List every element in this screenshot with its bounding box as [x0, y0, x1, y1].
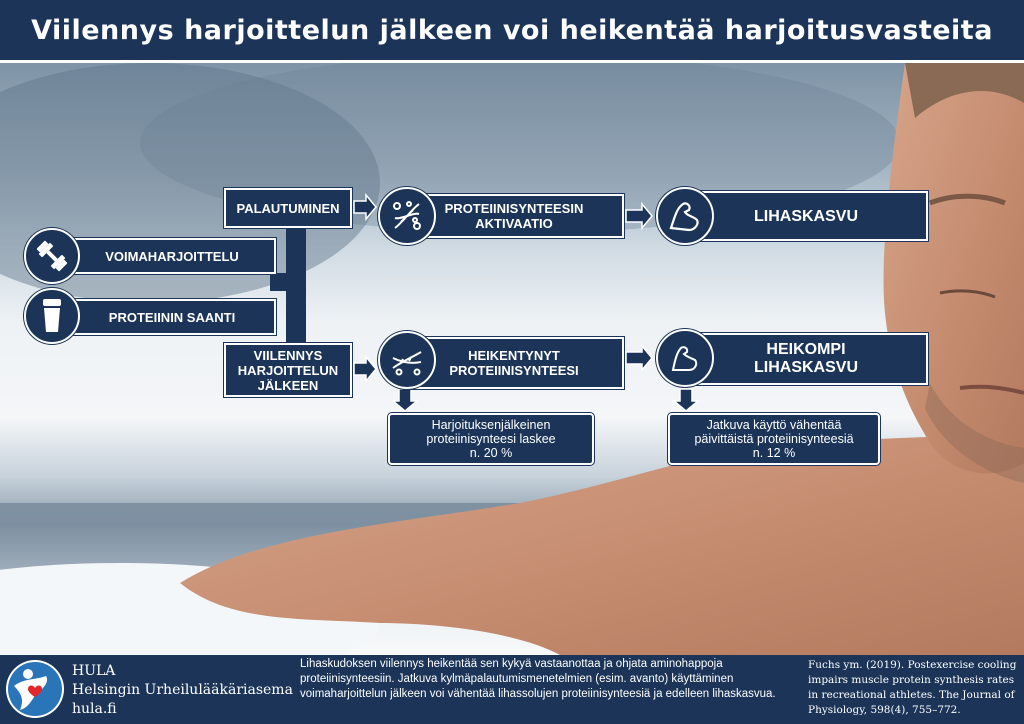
arm-outline-icon	[656, 329, 714, 387]
arrow-down-left	[393, 389, 417, 411]
arrow-impaired-to-weaker	[626, 346, 652, 370]
brand-short: HULA	[72, 663, 116, 679]
hula-logo	[6, 660, 64, 718]
recovery-box: PALAUTUMINEN	[224, 188, 352, 228]
cooling-box: VIILENNYS HARJOITTELUN JÄLKEEN	[224, 343, 352, 397]
dna-molecule-icon	[378, 187, 436, 245]
note-synthesis-drop: Harjoituksenjälkeinen proteiinisynteesi laskee n. 20 %	[388, 413, 594, 465]
page-title: Viilennys harjoittelun jälkeen voi heikentää harjoitusvasteita	[31, 14, 993, 46]
arrow-cooling-to-impaired	[354, 357, 376, 381]
strength-training-box: VOIMAHARJOITTELU	[68, 238, 276, 274]
arrow-down-right	[674, 389, 698, 411]
website-link[interactable]: hula.fi	[72, 701, 117, 717]
weaker-growth-box: HEIKOMPI LIHASKASVU	[684, 333, 928, 385]
arrow-recovery-to-activation	[354, 195, 376, 219]
footer	[0, 655, 1024, 724]
protein-shaker-icon	[24, 288, 80, 344]
note-daily-synthesis: Jatkuva käyttö vähentää päivittäistä proteiinisynteesiä n. 12 %	[668, 413, 880, 465]
arrow-activation-to-growth	[626, 204, 652, 228]
footer-reference: Fuchs ym. (2019). Postexercise cooling impairs muscle protein synthesis rates in recreational athletes. The Journal of Physiology, 598(4), 755–772.	[808, 659, 1017, 716]
footer-description: Lihaskudoksen viilennys heikentää sen kykyä vastaanottaa ja ohjata aminohappoja proteiinisynteesiin. Jatkuva kylmäpalautumismenetelmien (esim. avanto) käyttäminen voimaharjoittelun jälkeen voi vähentää lihassolujen proteiinisynteesiä ja edelleen lihaskasvua.	[300, 658, 776, 700]
impaired-synthesis-box: HEIKENTYNYT PROTEIINISYNTEESI	[404, 337, 624, 389]
synthesis-activation-box: PROTEIINISYNTEESIN AKTIVAATIO	[404, 194, 624, 238]
brand-block	[72, 662, 293, 719]
flexed-arm-icon	[656, 187, 714, 245]
background-photo	[0, 63, 1024, 655]
muscle-growth-box: LIHASKASVU	[684, 191, 928, 241]
header-bar	[0, 0, 1024, 63]
brand-full: Helsingin Urheilulääkäriasema	[72, 682, 293, 698]
dumbbell-icon	[24, 228, 80, 284]
protein-intake-box: PROTEIININ SAANTI	[68, 299, 276, 335]
dna-molecule-icon-weak	[378, 331, 436, 389]
